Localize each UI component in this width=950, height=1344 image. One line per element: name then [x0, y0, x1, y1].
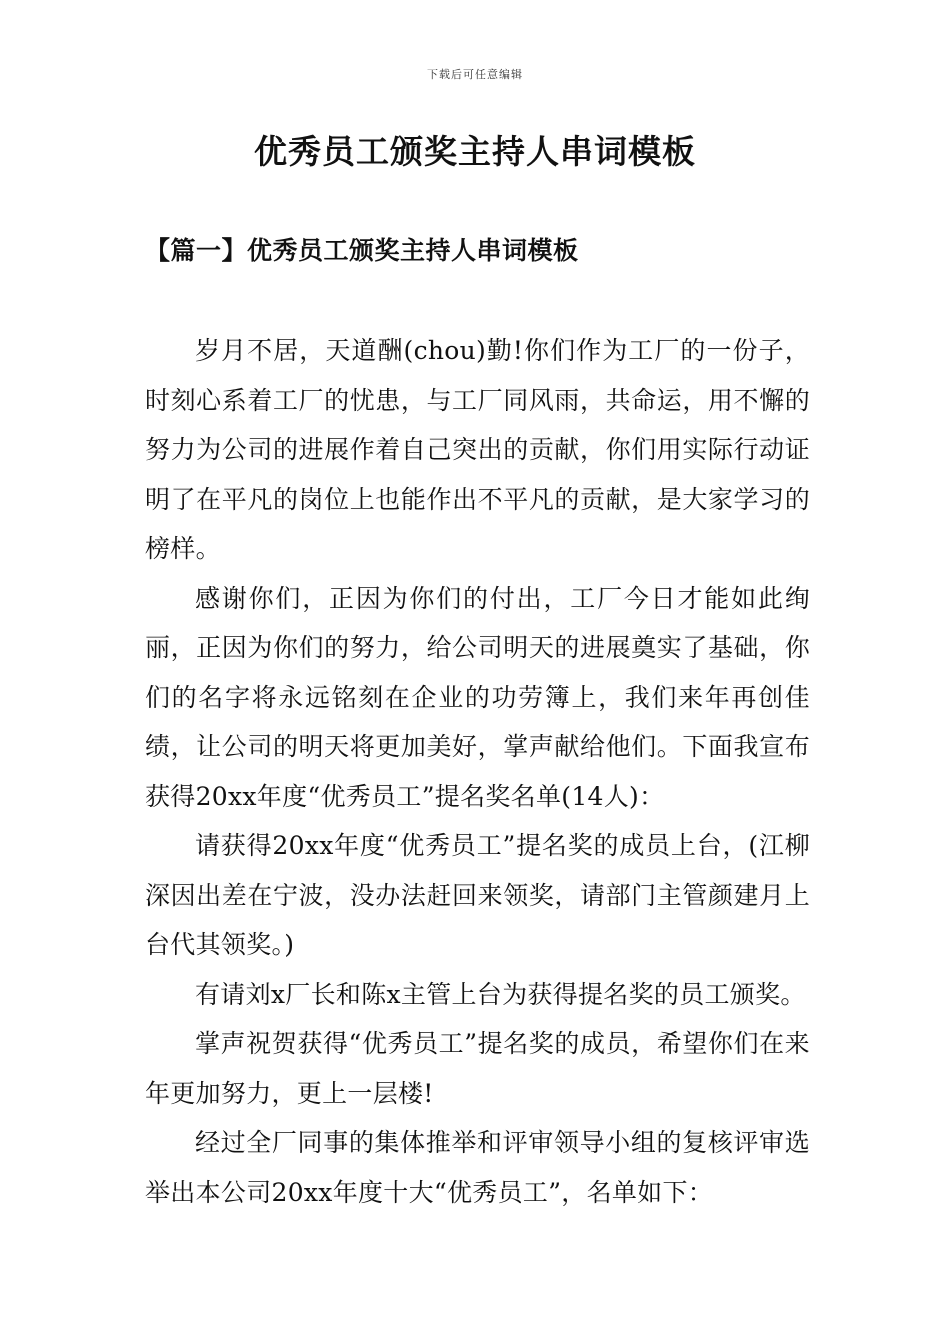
paragraph: 请获得20xx年度“优秀员工”提名奖的成员上台，(江柳深因出差在宁波，没办法赶回来领奖，请部门主管颜建月上台代其领奖。): [145, 831, 810, 959]
document-body: [145, 326, 810, 1217]
paragraph: 经过全厂同事的集体推举和评审领导小组的复核评审选举出本公司20xx年度十大“优秀员工”，名单如下：: [145, 1128, 810, 1207]
section-heading: 【篇一】优秀员工颁奖主持人串词模板: [145, 236, 579, 265]
paragraph: 掌声祝贺获得“优秀员工”提名奖的成员，希望你们在来年更加努力，更上一层楼!: [145, 1029, 810, 1108]
paragraph: 岁月不居，天道酬(chou)勤!你们作为工厂的一份子，时刻心系着工厂的忧患，与工厂同风雨，共命运，用不懈的努力为公司的进展作着自己突出的贡献，你们用实际行动证明了在平凡的岗位上也能作出不平凡的贡献，是大家学习的榜样。: [145, 336, 810, 563]
paragraph: 感谢你们，正因为你们的付出，工厂今日才能如此绚丽，正因为你们的努力，给公司明天的进展奠实了基础，你们的名字将永远铭刻在企业的功劳簿上，我们来年再创佳绩，让公司的明天将更加美好，掌声献给他们。下面我宣布获得20xx年度“优秀员工”提名奖名单(14人)：: [145, 583, 810, 811]
header-note: 下载后可任意编辑: [427, 68, 523, 81]
document-title: 优秀员工颁奖主持人串词模板: [254, 132, 696, 171]
paragraph: 有请刘x厂长和陈x主管上台为获得提名奖的员工颁奖。: [195, 979, 806, 1009]
